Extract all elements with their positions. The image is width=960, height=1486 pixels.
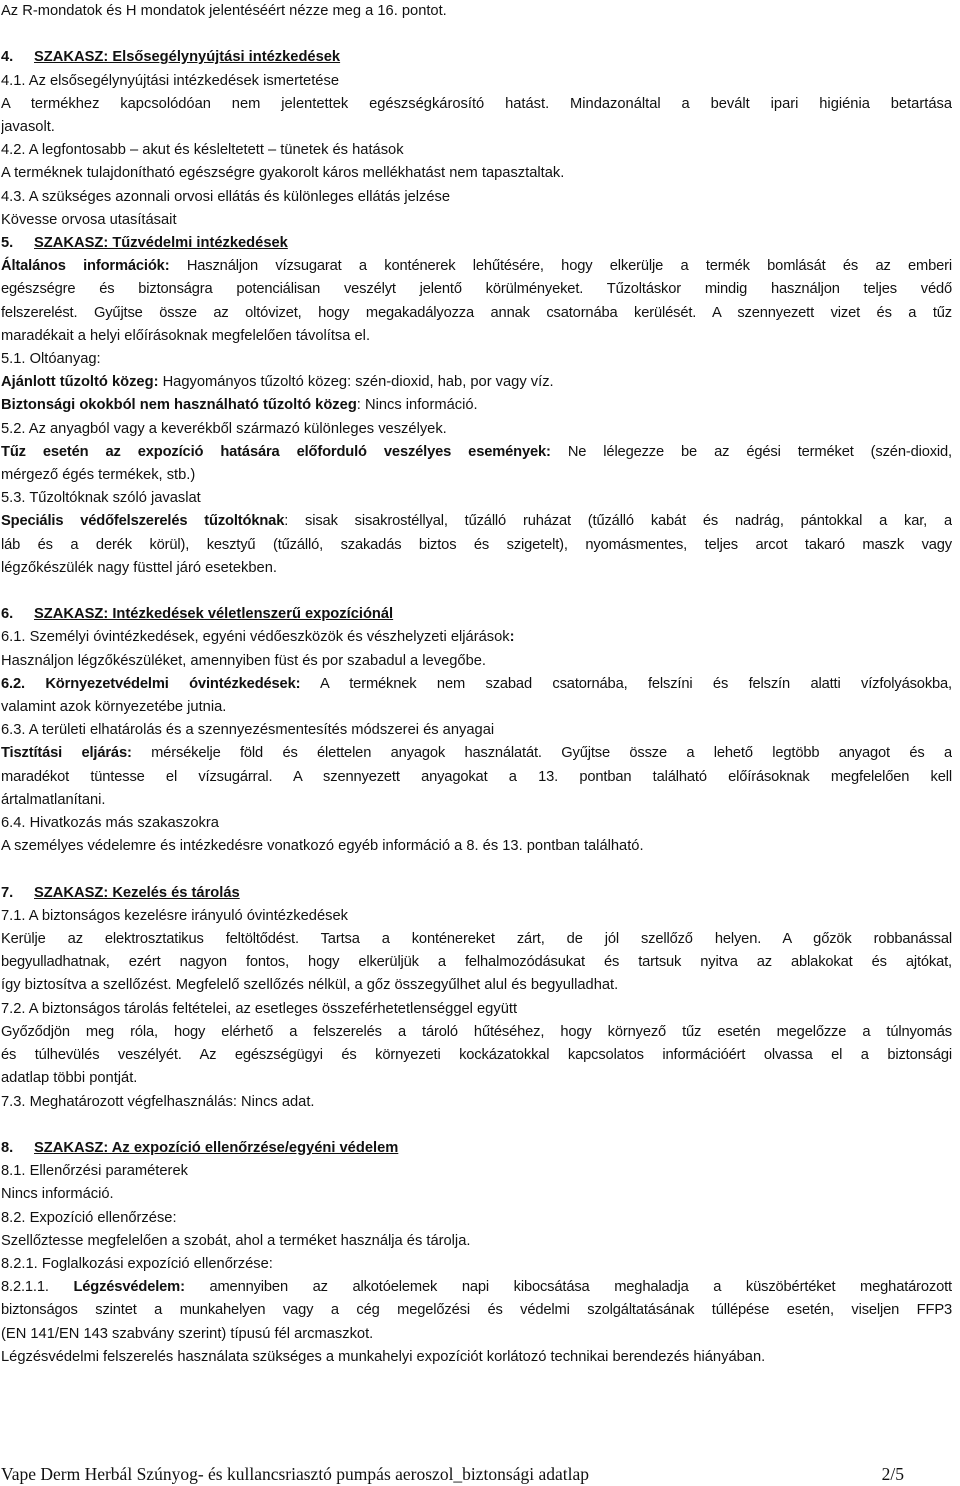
paragraph-line: egészségre és biztonságra potenciálisan veszélyt jelentő körülményeket. Tűzoltáskor mindig használjon teljes védő — [1, 281, 952, 298]
firefighter-ppe-label: Speciális védőfelszerelés tűzoltóknak — [1, 513, 285, 530]
document-body — [1, 0, 952, 1369]
subsection-6-4-title: 6.4. Hivatkozás más szakaszokra — [1, 815, 219, 832]
section-5-heading — [1, 232, 952, 255]
paragraph-line: 6.2. Környezetvédelmi óvintézkedések: A terméknek nem szabad csatornába, felszíni és felszín alatti vízfolyásokba, — [1, 675, 952, 692]
cleaning-procedure-label: Tisztítási eljárás: — [1, 745, 132, 762]
subsection-7-3-title: 7.3. Meghatározott végfelhasználás: Nincs adat. — [1, 1093, 315, 1110]
section-number: 6. — [1, 606, 14, 623]
paragraph-line: Kerülje az elektrosztatikus feltöltődést. Tartsa a konténereket zárt, de jól szellőző helyen. A gőzök robbanással — [1, 931, 952, 948]
page-footer — [1, 1464, 952, 1484]
section-4-heading — [1, 46, 952, 69]
section-title: SZAKASZ: Tűzvédelmi intézkedések — [34, 235, 288, 252]
section-number: 7. — [1, 884, 14, 901]
paragraph-line: begyulladhatnak, ezért nagyon fontos, hogy elkerüljük a felhalmozódásukat és tartsuk nyitva az ablakokat és ajtókat, — [1, 954, 952, 971]
paragraph-line: maradékot tüntesse el vízsugárral. A szennyezett anyagokat a 13. pontban található előírásoknak megfelelően kell — [1, 768, 952, 785]
section-7-heading — [1, 882, 952, 905]
footer-document-title: Vape Derm Herbál Szúnyog- és kullancsriasztó pumpás aeroszol_biztonsági adatlap — [1, 1464, 590, 1484]
paragraph-line: maradékait a helyi előírásoknak megfelelően távolítsa el. — [1, 327, 371, 344]
subsection-4-1-title: 4.1. Az elsősegélynyújtási intézkedések ismertetése — [1, 72, 339, 89]
paragraph-line: láb és a derék körül), kesztyű (tűzálló, szakadás biztos és szigetelt), nyomásmentes, teljes arcot takaró maszk vagy — [1, 536, 952, 553]
paragraph-line: A terméknek tulajdonítható egészségre gyakorolt káros mellékhatást nem tapasztaltak. — [1, 165, 565, 182]
subsection-7-2-title: 7.2. A biztonságos tárolás feltételei, az esetleges összeférhetetlenséggel együtt — [1, 1000, 518, 1017]
paragraph-line: javasolt. — [1, 119, 55, 135]
unsuitable-media-label: Biztonsági okokból nem használható tűzoltó közeg — [1, 397, 357, 414]
paragraph-line: Általános információk: Használjon vízsugarat a konténerek lehűtésére, hogy elkerülje a termék bomlását és az emberi — [1, 258, 952, 275]
paragraph-line: így biztosítva a szellőzést. Megfelelő szellőzés nélkül, a gőz összegyűlhet alul és begyulladhat. — [1, 977, 619, 994]
section-title: SZAKASZ: Intézkedések véletlenszerű expozíciónál — [34, 606, 394, 623]
paragraph-line: A személyes védelemre és intézkedésre vonatkozó egyéb információ a 8. és 13. pontban található. — [1, 838, 644, 855]
paragraph-line: Tisztítási eljárás: mérsékelje föld és élettelen anyagok használatát. Gyűjtse össze a lehető legtöbb anyagot és a — [1, 745, 952, 762]
page-number: 2/5 — [881, 1464, 904, 1484]
paragraph-line: Használjon légzőkészüléket, amennyiben füst és por szabadul a levegőbe. — [1, 652, 486, 669]
paragraph-line: Biztonsági okokból nem használható tűzoltó közeg: Nincs információ. — [1, 397, 478, 414]
paragraph-line: (EN 141/EN 143 szabvány szerint) típusú fél arcmaszkot. — [1, 1325, 374, 1342]
subsection-4-2-title: 4.2. A legfontosabb – akut és késleltetett – tünetek és hatások — [1, 142, 404, 159]
paragraph-line: adatlap többi pontját. — [1, 1070, 138, 1087]
section-number: 8. — [1, 1139, 14, 1156]
paragraph-line: ártalmatlanítani. — [1, 791, 106, 808]
general-info-label: Általános információk: — [1, 258, 170, 275]
paragraph-line: Ajánlott tűzoltó közeg: Hagyományos tűzoltó közeg: szén-dioxid, hab, por vagy víz. — [1, 374, 554, 391]
section-title: SZAKASZ: Az expozíció ellenőrzése/egyéni védelem — [34, 1139, 399, 1156]
subsection-7-1-title: 7.1. A biztonságos kezelésre irányuló óvintézkedések — [1, 907, 348, 924]
subsection-8-2-1-title: 8.2.1. Foglalkozási expozíció ellenőrzése: — [1, 1255, 273, 1272]
recommended-media-label: Ajánlott tűzoltó közeg: — [1, 374, 159, 391]
subsection-5-2-title: 5.2. Az anyagból vagy a keverékből származó különleges veszélyek. — [1, 420, 447, 437]
subsection-4-3-title: 4.3. A szükséges azonnali orvosi ellátás és különleges ellátás jelzése — [1, 188, 451, 205]
section-number: 5. — [1, 235, 14, 252]
paragraph-line: Győződjön meg róla, hogy elérhető a felszerelés a tároló hűtéséhez, hogy környező tűz esetén megelőzze a túlnyomás — [1, 1023, 952, 1040]
section-6-heading — [1, 603, 952, 626]
subsection-5-1-title: 5.1. Oltóanyag: — [1, 351, 101, 368]
section-number: 4. — [1, 49, 14, 66]
paragraph-line: felszerelést. Gyűjtse össze az oltóvizet, hogy megakadályozza annak csatornába kerülését. A szennyezett vizet és a tűz — [1, 304, 952, 321]
paragraph-line: Nincs információ. — [1, 1186, 114, 1203]
subsection-8-2-title: 8.2. Expozíció ellenőrzése: — [1, 1209, 177, 1226]
paragraph-line: Légzésvédelmi felszerelés használata szükséges a munkahelyi expozíciót korlátozó technikai berendezés hiányában. — [1, 1348, 766, 1365]
paragraph-line: Szellőztesse megfelelően a szobát, ahol a terméket használja és tárolja. — [1, 1232, 471, 1249]
subsection-6-1-title: 6.1. Személyi óvintézkedések, egyéni védőeszközök és vészhelyzeti eljárások: — [1, 629, 515, 646]
section-title: SZAKASZ: Kezelés és tárolás — [34, 884, 240, 901]
paragraph-line: A termékhez kapcsolódóan nem jelentettek egészségkárosító hatást. Mindazonáltal a bevált ipari higiénia betartása — [1, 95, 952, 112]
respiratory-protection-label: Légzésvédelem: — [73, 1279, 185, 1296]
paragraph-line: Tűz esetén az expozíció hatására előforduló veszélyes események: Ne lélegezze be az égési terméket (szén-dioxid, — [1, 443, 952, 460]
section-title: SZAKASZ: Elsősegélynyújtási intézkedések — [34, 49, 341, 66]
fire-hazard-label: Tűz esetén az expozíció hatására előforduló veszélyes események: — [1, 443, 551, 460]
subsection-5-3-title: 5.3. Tűzoltóknak szóló javaslat — [1, 490, 201, 507]
paragraph-line: mérgező égés termékek, stb.) — [1, 467, 196, 484]
paragraph-line: biztonságos szintet a munkahelyen vagy a cég megelőzési és védelmi szolgáltatásának túllépése esetén, viseljen FFP3 — [1, 1302, 952, 1319]
paragraph-line: Kövesse orvosa utasításait — [1, 211, 177, 228]
environmental-precautions-label: 6.2. Környezetvédelmi óvintézkedések: — [1, 675, 301, 692]
paragraph-line: valamint azok környezetébe jutnia. — [1, 699, 227, 716]
subsection-6-3-title: 6.3. A területi elhatárolás és a szennyezésmentesítés módszerei és anyagai — [1, 722, 495, 739]
section-8-heading — [1, 1137, 952, 1160]
subsection-8-1-title: 8.1. Ellenőrzési paraméterek — [1, 1163, 188, 1180]
paragraph-line: Speciális védőfelszerelés tűzoltóknak: sisak sisakrostéllyal, tűzálló ruházat (tűzálló kabát és nadrág, pántokkal a kar, a — [1, 513, 952, 530]
paragraph-line: és túlhevülés veszélyét. Az egészségügyi és környezeti kockázatokkal kapcsolatos információért olvassa el a biztonsági — [1, 1047, 952, 1064]
paragraph-line: légzőkészülék nagy füsttel járó esetekben. — [1, 559, 277, 576]
intro-note: Az R-mondatok és H mondatok jelentéséért nézze meg a 16. pontot. — [1, 3, 447, 19]
paragraph-line: 8.2.1.1. Légzésvédelem: amennyiben az alkotóelemek napi kibocsátása meghaladja a küszöbértéket meghatározott — [1, 1279, 952, 1296]
